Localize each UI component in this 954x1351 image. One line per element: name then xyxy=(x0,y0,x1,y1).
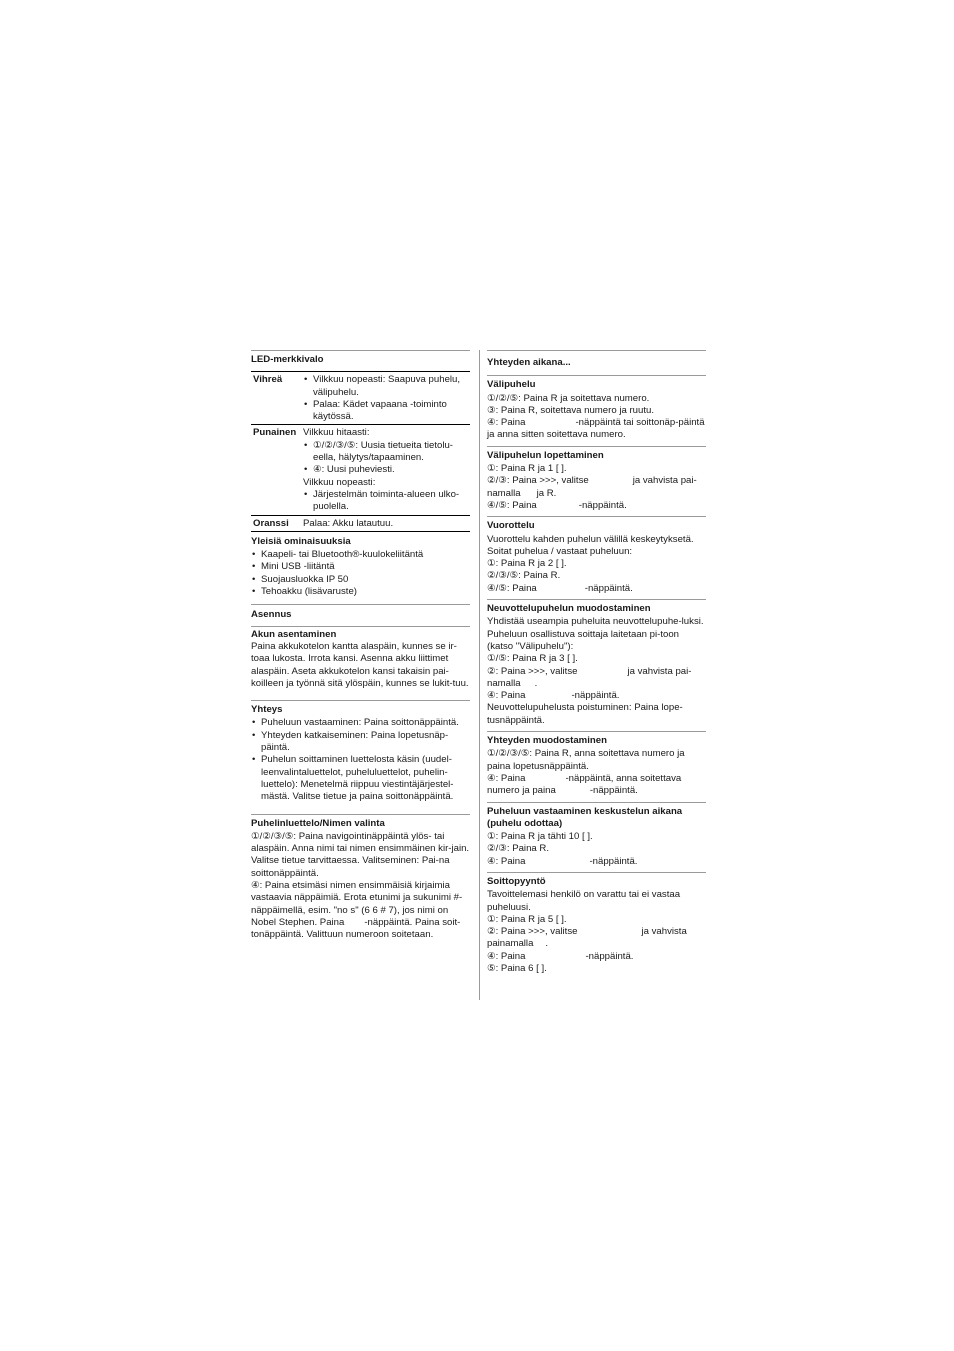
callback-line: ④: Paina xyxy=(487,950,526,962)
callback-line: -näppäintä. xyxy=(585,950,634,962)
conference-title: Neuvottelupuhelun muodostaminen xyxy=(487,603,651,615)
callback-line: ②: Paina >>>, valitse xyxy=(487,926,578,938)
answer-line: ①: Paina R ja tähti 10 [ ]. xyxy=(487,831,593,843)
endhold-line: ja R. xyxy=(536,487,557,499)
led-table xyxy=(251,371,470,532)
list-item: • Puhelun soittaminen luettelosta käsin (uudel-leenvalintaluettelot, puheluluettelot, puhelin-luettelo): Menetelmä riippuu viestintäjärjestel-mästä. Valitse tietue ja paina soittonäppäintä. xyxy=(251,754,470,803)
make-line: ①/②/③/⑤: Paina R, anna soitettava numero ja paina lopetusnäppäintä. xyxy=(487,748,685,772)
toggle-line: ①: Paina R ja 2 [ ]. xyxy=(487,558,567,570)
endhold-line: ①: Paina R ja 1 [ ]. xyxy=(487,463,567,475)
led-label: Punainen xyxy=(253,427,297,439)
list-item: • Järjestelmän toiminta-alueen ulko-puolella. xyxy=(303,489,470,514)
phonebook-text: ④: Paina etsimäsi nimen ensimmäisiä kirjaimia vastaavia näppäimiä. Erota etunimi ja sukunimi #-näppäimellä, esim. "no s" (6 6 # 7), jos nimi on Nobel Stephen. Paina xyxy=(251,879,463,928)
callback-line: . xyxy=(545,938,549,950)
callback-line: ja vahvista painamalla xyxy=(487,926,687,950)
led-row-green xyxy=(251,372,470,425)
answer-title: Puheluun vastaaminen keskustelun aikana (puhelu odottaa) xyxy=(487,805,683,829)
led-text: Palaa: Akku latautuu. xyxy=(303,517,394,529)
during-title: Yhteyden aikana... xyxy=(487,357,571,368)
conference-line: ja vahvista pai-namalla xyxy=(487,665,692,689)
right-column xyxy=(487,350,706,979)
make-line: -näppäintä, anna soitettava numero ja paina xyxy=(487,772,682,797)
hold-line: ③: Paina R, soitettava numero ja ruutu. xyxy=(487,404,654,416)
features-title: Yleisiä ominaisuuksia xyxy=(251,535,351,547)
led-text: Vilkkuu nopeasti: xyxy=(303,476,376,488)
callback-text: Tavoittelemasi henkilö on varattu tai ei vastaa puheluusi. xyxy=(487,889,681,913)
toggle-title: Vuorottelu xyxy=(487,520,535,532)
phonebook-title: Puhelinluettelo/Nimen valinta xyxy=(251,817,385,829)
hold-line: ④: Paina xyxy=(487,417,526,429)
left-column xyxy=(251,350,470,945)
make-line: ④: Paina xyxy=(487,772,526,784)
endhold-line: ②/③: Paina >>>, valitse xyxy=(487,475,589,487)
list-item: • Mini USB -liitäntä xyxy=(251,561,470,573)
list-item: • Tehoakku (lisävaruste) xyxy=(251,586,470,598)
led-label: Oranssi xyxy=(253,517,289,529)
list-item: • Suojausluokka IP 50 xyxy=(251,574,470,586)
callback-section xyxy=(487,872,706,975)
callback-title: Soittopyyntö xyxy=(487,875,546,887)
list-item: • ④: Uusi puheviesti. xyxy=(303,464,470,476)
list-item: • Palaa: Kädet vapaana -toiminto käytössä. xyxy=(303,399,470,424)
answer-line: ④: Paina xyxy=(487,855,526,867)
list-item: • Yhteyden katkaiseminen: Paina lopetusnäp-päintä. xyxy=(251,730,470,755)
led-title: LED-merkkivalo xyxy=(251,354,324,365)
conference-line: ②: Paina >>>, valitse xyxy=(487,665,578,677)
answer-section xyxy=(487,802,706,868)
phonebook-text: -näppäintä. Paina soit-tonäppäintä. Valittuun numeroon soitetaan. xyxy=(251,916,461,941)
endhold-line: ja vahvista pai-namalla xyxy=(487,475,697,499)
led-section xyxy=(251,350,470,532)
conference-text: Yhdistää useampia puheluita neuvottelupuhe-luksi. Puheluun osallistuva soittaja laitetaan pi-toon (katso "Välipuhelu"): xyxy=(487,616,704,652)
conference-line: -näppäintä. xyxy=(571,690,620,702)
toggle-text: Vuorottelu kahden puhelun välillä keskeytyksetä. Soitat puhelua / vastaat puheluun: xyxy=(487,533,694,557)
install-section xyxy=(251,604,470,690)
conference-line: ①/⑤: Paina R ja 3 [ ]. xyxy=(487,653,578,665)
answer-line: -näppäintä. xyxy=(589,855,638,867)
list-item: • ①/②/③/⑤: Uusia tietueita tietolu-eella, hälytys/tapaaminen. xyxy=(303,440,470,465)
endhold-section xyxy=(487,446,706,512)
during-section xyxy=(487,350,706,375)
endhold-title: Välipuhelun lopettaminen xyxy=(487,449,604,461)
install-subtitle: Akun asentaminen xyxy=(251,628,337,640)
list-item: • Puheluun vastaaminen: Paina soittonäppäintä. xyxy=(251,717,470,729)
make-title: Yhteyden muodostaminen xyxy=(487,735,607,747)
callback-line: ⑤: Paina 6 [ ]. xyxy=(487,963,547,975)
install-title: Asennus xyxy=(251,609,292,621)
hold-title: Välipuhelu xyxy=(487,379,536,391)
connection-section xyxy=(251,700,470,803)
toggle-line: -näppäintä. xyxy=(584,582,633,594)
make-line: -näppäintä. xyxy=(589,785,638,797)
hold-line: ①/②/⑤: Paina R ja soitettava numero. xyxy=(487,392,650,404)
make-section xyxy=(487,731,706,797)
led-text: Vilkkuu hitaasti: xyxy=(303,427,370,439)
answer-line: ②/③: Paina R. xyxy=(487,843,549,855)
conference-section xyxy=(487,599,706,727)
list-item: • Vilkkuu nopeasti: Saapuva puhelu, välipuhelu. xyxy=(303,374,470,399)
callback-line: ①: Paina R ja 5 [ ]. xyxy=(487,913,567,925)
conference-line: Neuvottelupuhelusta poistuminen: Paina lope-tusnäppäintä. xyxy=(487,702,683,726)
install-text: Paina akkukotelon kantta alaspäin, kunnes se ir-toaa lukosta. Irrota kansi. Asenna akku liittimet alaspäin. Aseta akkukotelon kansi takaisin pai-koilleen ja työnnä sitä ylöspäin, kunnes se lukit-tuu. xyxy=(251,640,469,689)
endhold-line: -näppäintä. xyxy=(578,499,627,511)
conference-line: ④: Paina xyxy=(487,690,526,702)
led-row-orange xyxy=(251,515,470,531)
connection-title: Yhteys xyxy=(251,704,283,716)
hold-line: -näppäintä tai soittonäp-päintä ja anna sitten soitettava numero. xyxy=(487,417,705,441)
conference-line: . xyxy=(534,677,538,689)
phonebook-section xyxy=(251,814,470,942)
toggle-line: ②/③/⑤: Paina R. xyxy=(487,570,561,582)
endhold-line: ④/⑤: Paina xyxy=(487,499,537,511)
led-row-red xyxy=(251,425,470,515)
phonebook-text: ①/②/③/⑤: Paina navigointinäppäintä ylös- tai alaspäin. Anna nimi tai nimen ensimmäinen kir-jain. Valitse tietue tarvittaessa. Valitseminen: Pai-na soittonäppäintä. xyxy=(251,830,470,879)
toggle-section xyxy=(487,516,706,595)
led-label: Vihreä xyxy=(253,374,283,386)
toggle-line: ④/⑤: Paina xyxy=(487,582,537,594)
features-section xyxy=(251,536,470,598)
list-item: • Kaapeli- tai Bluetooth®-kuulokeliitäntä xyxy=(251,549,470,561)
column-divider xyxy=(479,350,480,1000)
hold-section xyxy=(487,375,706,441)
